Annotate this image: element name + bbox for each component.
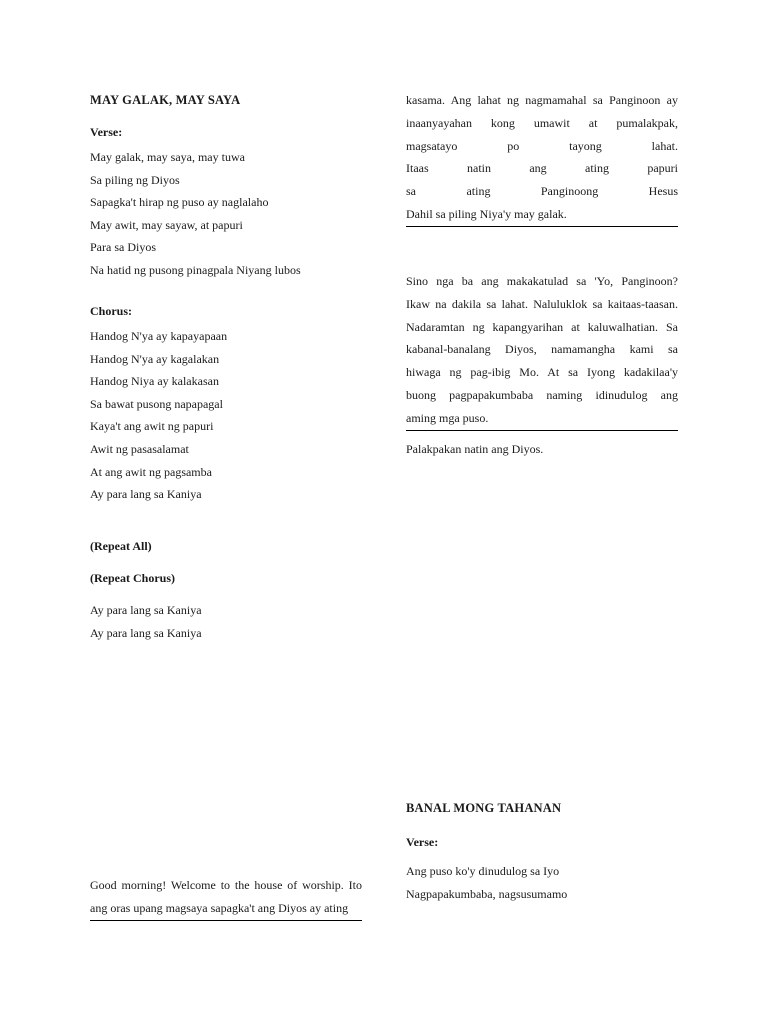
prayer-line: Ikaw na dakila sa lahat. Naluluklok sa kaitaas-taasan. <box>406 296 678 311</box>
continuation-line: magsatayo po tayong lahat. <box>406 138 678 153</box>
prayer-line: kabanal-banalang Diyos, namamangha kami sa <box>406 342 678 357</box>
prayer-line: aming mga puso. <box>406 410 489 425</box>
prayer-paragraph <box>406 270 678 431</box>
verse-line: Para sa Diyos <box>90 240 156 255</box>
song2-verse-line: Ang puso ko'y dinudulog sa Iyo <box>406 864 560 878</box>
prayer-line: buong pagpapakumbaba naming idinudulog ang <box>406 387 678 402</box>
prayer-line: Nadaramtan ng kapangyarihan at kaluwalhatian. Sa <box>406 319 678 334</box>
verse-line: Na hatid ng pusong pinagpala Niyang lubos <box>90 262 301 277</box>
chorus-line: Handog Niya ay kalakasan <box>90 374 219 389</box>
clap-text: Palakpakan natin ang Diyos. <box>406 442 544 456</box>
clap-line <box>406 438 678 461</box>
continuation-line: kasama. Ang lahat ng nagmamahal sa Panginoon ay <box>406 93 678 107</box>
welcome-line: Good morning! Welcome to the house of worship. Ito <box>90 878 362 892</box>
song2-verse <box>406 835 678 905</box>
song1-verse-label: Verse: <box>90 125 123 139</box>
chorus-line: Ay para lang sa Kaniya <box>90 487 202 502</box>
ending-line: Ay para lang sa Kaniya <box>90 625 202 640</box>
song1-ending <box>90 599 362 644</box>
repeat-chorus <box>90 571 362 586</box>
repeat-all <box>90 539 362 554</box>
verse-line: May galak, may saya, may tuwa <box>90 150 245 164</box>
song2-title-text: BANAL MONG TAHANAN <box>406 801 562 815</box>
song1-chorus <box>90 304 362 506</box>
continuation-line: Dahil sa piling Niya'y may galak. <box>406 206 567 221</box>
song2-title <box>406 801 678 816</box>
chorus-line: Awit ng pasasalamat <box>90 441 189 456</box>
continuation-paragraph <box>406 89 678 227</box>
song1-title <box>90 93 362 108</box>
verse-line: Sapagka't hirap ng puso ay naglalaho <box>90 195 269 210</box>
prayer-line: Sino nga ba ang makakatulad sa 'Yo, Panginoon? <box>406 274 678 288</box>
song1-chorus-label: Chorus: <box>90 304 133 318</box>
song2-verse-line: Nagpapakumbaba, nagsusumamo <box>406 886 568 901</box>
chorus-line: Sa bawat pusong napapagal <box>90 396 223 411</box>
chorus-line: Handog N'ya ay kagalakan <box>90 351 220 366</box>
chorus-line: Handog N'ya ay kapayapaan <box>90 329 228 343</box>
chorus-line: At ang awit ng pagsamba <box>90 464 212 479</box>
verse-line: May awit, may sayaw, at papuri <box>90 217 243 232</box>
welcome-line: ang oras upang magsaya sapagka't ang Diyos ay ating <box>90 900 349 915</box>
chorus-line: Kaya't ang awit ng papuri <box>90 419 214 434</box>
repeat-all-text: (Repeat All) <box>90 539 152 553</box>
verse-line: Sa piling ng Diyos <box>90 172 180 187</box>
song1-title-text: MAY GALAK, MAY SAYA <box>90 93 241 107</box>
song1-verse <box>90 125 362 282</box>
continuation-line: inaanyayahan kong umawit at pumalakpak, <box>406 115 678 130</box>
song2-verse-label: Verse: <box>406 835 439 849</box>
ending-line: Ay para lang sa Kaniya <box>90 603 202 617</box>
prayer-line: hiwaga ng pag-ibig Mo. At sa Iyong kadakilaa'y <box>406 365 678 380</box>
continuation-line: Itaas natin ang ating papuri <box>406 161 678 176</box>
repeat-chorus-text: (Repeat Chorus) <box>90 571 175 585</box>
continuation-line: sa ating Panginoong Hesus <box>406 184 678 199</box>
welcome-paragraph <box>90 874 362 921</box>
